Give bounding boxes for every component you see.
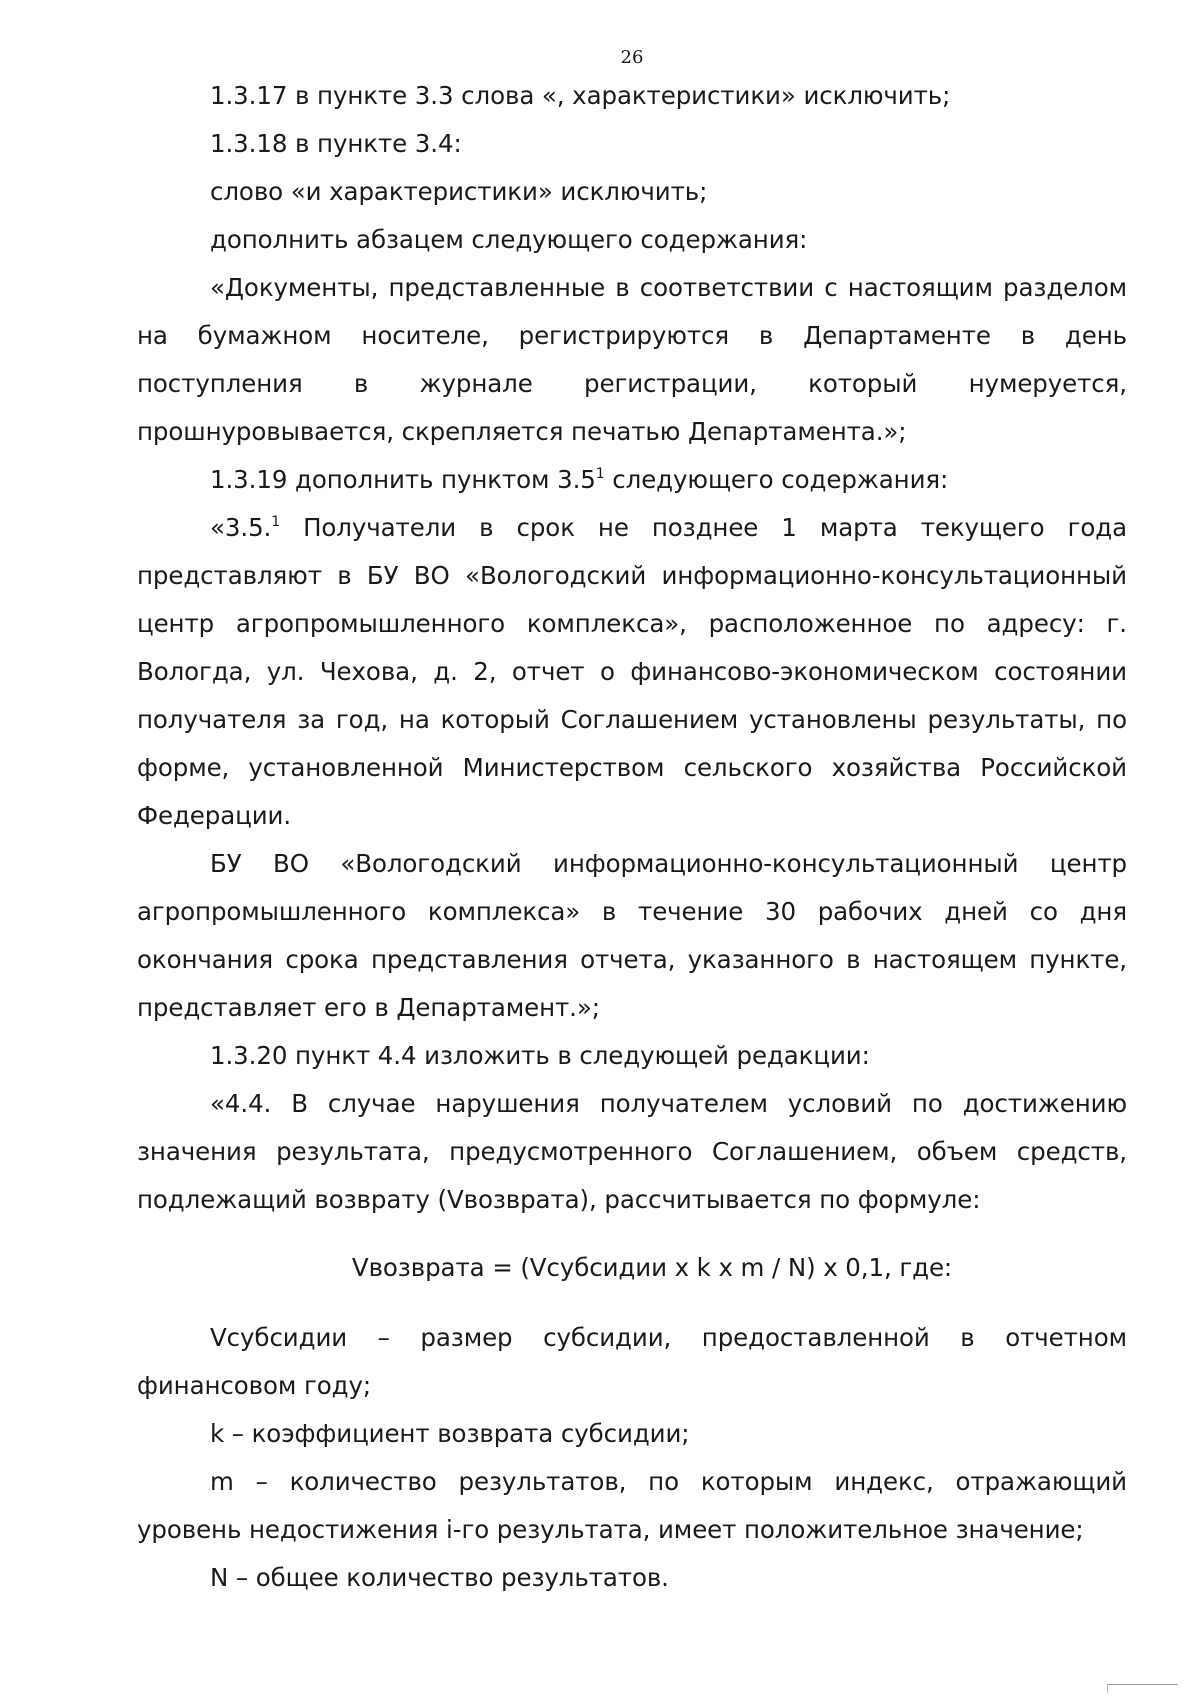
paragraph-add-clause: дополнить абзацем следующего содержания:: [210, 225, 808, 254]
paragraph-3-5-1: [137, 504, 1127, 840]
paragraph-1-3-19-text: 1.3.19 дополнить пунктом 3.5: [210, 465, 596, 494]
superscript-mark: 1: [271, 514, 281, 530]
scan-edge-mark: [1107, 1684, 1178, 1693]
paragraph-4-4: «4.4. В случае нарушения получателем условий по достижению значения результата, предусмотренного Соглашением, объем средств, подлежащий возврату (Vвозврата), рассчитывается по формуле:: [137, 1089, 1127, 1214]
paragraph-1-3-19: [137, 456, 1127, 504]
document-body: [137, 72, 1127, 1602]
definition-k: k – коэффициент возврата субсидии;: [210, 1419, 690, 1448]
paragraph-1-3-17: 1.3.17 в пункте 3.3 слова «, характеристики» исключить;: [210, 81, 951, 110]
return-formula: Vвозврата = (Vсубсидии x k x m / N) x 0,1, где:: [351, 1253, 953, 1282]
definition-n: N – общее количество результатов.: [210, 1563, 669, 1592]
page-number: 26: [620, 47, 644, 68]
paragraph-1-3-20: 1.3.20 пункт 4.4 изложить в следующей редакции:: [210, 1041, 870, 1070]
paragraph-remove-word: слово «и характеристики» исключить;: [210, 177, 708, 206]
paragraph-3-5-1-text: Получатели в срок не позднее 1 марта текущего года представляют в БУ ВО «Вологодский информационно-консультационный центр агропромышленного комплекса», расположенное по адресу: г. Вологда, ул. Чехова, д. 2, отчет о финансово-экономическом состоянии получателя за год, на который Соглашением установлены результаты, по форме, установленной Министерством сельского хозяйства Российской Федерации.: [137, 513, 1127, 830]
paragraph-1-3-19-tail: следующего содержания:: [604, 465, 949, 494]
paragraph-3-5-1-lead: «3.5.: [210, 513, 272, 542]
document-page: [137, 42, 1127, 1642]
paragraph-documents-registration: «Документы, представленные в соответствии с настоящим разделом на бумажном носителе, регистрируются в Департаменте в день поступления в журнале регистрации, который нумеруется, прошнуровывается, скрепляется печатью Департамента.»;: [137, 273, 1127, 446]
definition-m: m – количество результатов, по которым индекс, отражающий уровень недостижения i-го результата, имеет положительное значение;: [137, 1467, 1127, 1544]
paragraph-report-submission: БУ ВО «Вологодский информационно-консультационный центр агропромышленного комплекса» в течение 30 рабочих дней со дня окончания срока представления отчета, указанного в настоящем пункте, представляет его в Департамент.»;: [137, 849, 1127, 1022]
paragraph-1-3-18: 1.3.18 в пункте 3.4:: [210, 129, 462, 158]
superscript-mark: 1: [595, 466, 605, 482]
definition-v-subsidy: Vсубсидии – размер субсидии, предоставленной в отчетном финансовом году;: [137, 1323, 1127, 1400]
